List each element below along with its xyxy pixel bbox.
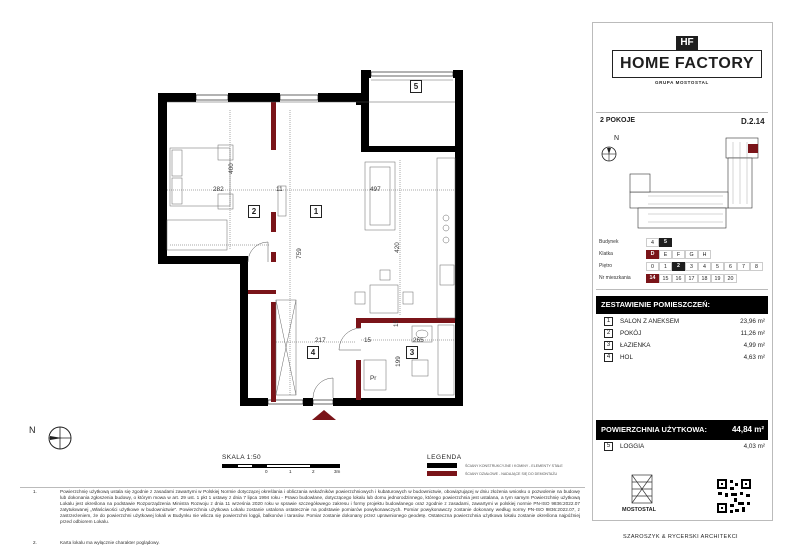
info-cell: 3	[685, 262, 698, 271]
info-cell: 19	[711, 274, 724, 283]
rooms-summary-area-1: 23,96 m²	[740, 318, 765, 325]
dim-265: 265	[413, 337, 424, 344]
info-cell: 5	[711, 262, 724, 271]
info-cell: 17	[685, 274, 698, 283]
rooms-summary-num-1: 1	[604, 317, 613, 326]
footnote-1-text: Powierzchnię użytkową ustala się zgodnie z zasadami zawartymi w Polskiej Normie dotyczącej określania i obliczania wskaźników powierzchniowych i kubaturowych w budownictwie, obowiązującej w dniu złożenia wniosku o pozwolenie na budowę lub dokonania zgłoszenia budowy, o którym mowa w art. 29 ust. 1 pkt 1 ustawy z dnia 7 lipca 1994 roku - Prawo budowlane, dotyczącego lokalu lub domu jednorodzinnego, którego powierzchnia jest ustalana, a tym samym Powierzchnię użytkową Lokalu jest określona na podstawie Rozporządzenia Ministra Rozwoju z dnia 11 września 2020 roku w sprawie szczegółowego zakresu i formy projektu budowlanego oraz zgodnie z zasadami, zawartymi w polskiej normie PN-ISO 9836:2022.07 zatytułowanej „Właściwości użytkowe w budownictwie". Powierzchnia użytkowa Lokalu zostanie ustalona ostatecznie na podstawie pomiarów powykonawczych. Pomiar powykonawczy zostanie dokonany według normy PN-ISO 9836:2022.07, z zastrzeżeniem, że do powierzchni użytkowej lokali w Budynku nie wlicza się powierzchni loggii, balkonów i tarasów. Pomiar zostanie dokonany przez uprawnionego geodetę. Ostateczna powierzchnia użytkowa lokalu zostanie określona najpóźniej przed odbiorem Lokalu.	[60, 489, 580, 525]
key-plan	[628, 134, 768, 234]
rooms-summary-name-4: HOL	[620, 354, 633, 361]
rooms-summary-area-4: 4,63 m²	[743, 354, 765, 361]
legend-swatch-structural	[427, 463, 457, 468]
legend-label-structural: ŚCIANY KONSTRUKCYJNE I KOMINY - ELEMENTY STAŁE	[465, 464, 563, 468]
info-cell: 7	[737, 262, 750, 271]
brand-name: HOME FACTORY	[612, 50, 762, 78]
info-cell: 6	[724, 262, 737, 271]
rooms-summary-name-1: SALON Z ANEKSEM	[620, 318, 680, 325]
mostostal-logo-icon	[624, 471, 660, 507]
footnote-1-num: 1.	[33, 489, 37, 494]
info-cell: 5	[659, 238, 672, 247]
info-cell: 8	[750, 262, 763, 271]
info-cell: 16	[672, 274, 685, 283]
info-label-floor: Piętro	[599, 263, 613, 269]
footnote-2-num: 2.	[33, 540, 37, 545]
rooms-summary-area-2: 11,26 m²	[740, 330, 765, 337]
unit-rooms: 2 POKOJE	[600, 117, 636, 124]
info-cell: 14	[646, 274, 659, 283]
loggia-num: 5	[604, 442, 613, 451]
info-table	[646, 238, 766, 284]
dim-282: 282	[213, 186, 224, 193]
room-number-1: 1	[310, 205, 322, 218]
scale-ticks: 0 1 2 3m	[265, 469, 341, 474]
keyplan-compass-icon	[598, 135, 624, 165]
info-cell: 4	[646, 238, 659, 247]
rooms-summary-area-3: 4,99 m²	[743, 342, 765, 349]
rooms-summary-num-3: 3	[604, 341, 613, 350]
dim-15-b: 15	[393, 319, 401, 328]
dim-400: 400	[227, 163, 235, 174]
info-cell: H	[698, 250, 711, 259]
dim-497: 497	[370, 186, 381, 193]
architect-credit: SZAROSZYK & RYCERSKI ARCHITEKCI	[623, 534, 738, 540]
label-pr: Pr	[370, 375, 377, 382]
rooms-summary-name-2: POKÓJ	[620, 330, 642, 337]
loggia-name: LOGGIA	[620, 443, 645, 450]
room-number-3: 3	[406, 346, 418, 359]
legend-title: LEGENDA	[427, 454, 462, 461]
rooms-summary-num-4: 4	[604, 353, 613, 362]
info-cell: 18	[698, 274, 711, 283]
info-cell: D	[646, 250, 659, 259]
info-cell: 20	[724, 274, 737, 283]
compass-north-label: N	[29, 425, 36, 435]
scale-bar	[222, 464, 340, 468]
room-number-2: 2	[248, 205, 260, 218]
room-number-5: 5	[410, 80, 422, 93]
info-label-apartment: Nr mieszkania	[599, 275, 631, 281]
info-cell: 15	[659, 274, 672, 283]
entrance-marker	[312, 410, 336, 420]
info-cell: 4	[698, 262, 711, 271]
info-label-staircase: Klatka	[599, 251, 613, 257]
dim-11: 11	[276, 186, 283, 193]
dim-217: 217	[315, 337, 326, 344]
legend-swatch-partition	[427, 471, 457, 476]
room-number-4: 4	[307, 346, 319, 359]
dim-199: 199	[394, 356, 402, 367]
brand-hf-mark: HF	[676, 36, 698, 50]
footnote-2-text: Karta lokalu ma wyłącznie charakter poglądowy.	[60, 540, 160, 545]
dim-759: 759	[295, 248, 303, 259]
info-cell: G	[685, 250, 698, 259]
legend-label-partition: ŚCIANY DZIAŁOWE - NADAJĄCE SIĘ DO DEMONTAŻU	[465, 472, 558, 476]
rooms-summary-num-2: 2	[604, 329, 613, 338]
info-cell: 0	[646, 262, 659, 271]
rooms-summary-name-3: ŁAZIENKA	[620, 342, 651, 349]
keyplan-north-label: N	[614, 135, 620, 142]
info-cell: 2	[672, 262, 685, 271]
loggia-area: 4,03 m²	[743, 443, 765, 450]
compass-icon	[28, 422, 78, 454]
info-label-building: Budynek	[599, 239, 619, 245]
info-cell: F	[672, 250, 685, 259]
unit-code: D.2.14	[741, 117, 765, 126]
usable-area-title: POWIERZCHNIA UŻYTKOWA:	[596, 420, 768, 440]
rooms-summary-title: ZESTAWIENIE POMIESZCZEŃ:	[596, 296, 768, 314]
info-cell: 1	[659, 262, 672, 271]
dim-15-a: 15	[364, 337, 372, 344]
info-cell: E	[659, 250, 672, 259]
usable-area-value: 44,84 m²	[731, 425, 764, 434]
dim-420: 420	[393, 242, 401, 253]
qr-code-icon[interactable]	[716, 478, 752, 514]
scale-title: SKALA 1:50	[222, 454, 262, 461]
panel-divider	[592, 22, 593, 520]
brand-group: GRUPA MOSTOSTAL	[655, 80, 709, 85]
mostostal-logo-text: MOSTOSTAL	[622, 507, 657, 513]
keyplan-unit-highlight	[748, 144, 758, 153]
